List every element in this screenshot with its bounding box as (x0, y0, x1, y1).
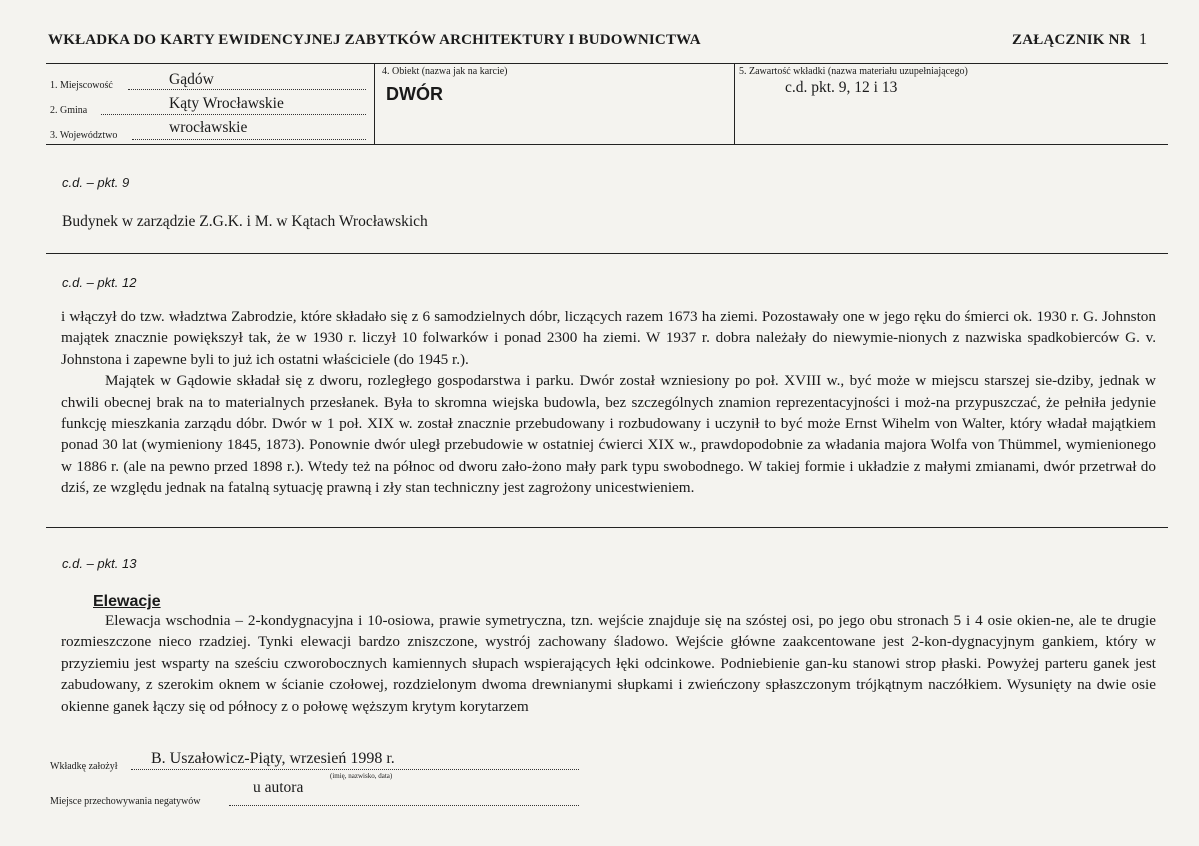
section-13-body (61, 610, 1156, 717)
gmina-label: 2. Gmina (50, 105, 88, 116)
miejscowosc-label: 1. Miejscowość (50, 80, 113, 91)
form-top-border (46, 63, 1168, 64)
obiekt-label: 4. Obiekt (nazwa jak na karcie) (382, 66, 508, 77)
wojewodztwo-value: wrocławskie (169, 119, 248, 136)
wojewodztwo-label: 3. Województwo (50, 130, 118, 141)
miejsce-label: Miejsce przechowywania negatywów (50, 796, 201, 807)
wojewodztwo-line (132, 139, 366, 140)
miejsce-value: u autora (253, 779, 304, 796)
section-divider-2 (46, 527, 1168, 528)
section-12-body (61, 306, 1156, 499)
section-13-paragraph: Elewacja wschodnia – 2-kondygnacyjna i 10-osiowa, prawie symetryczna, tzn. wejście znajduje się na szóstej osi, po jego obu stronach 5 i 4 osie okien-ne, ale te drugie rozmieszczone nieco rzadziej. Tynki elewacji bardzo zniszczone, wystrój zachowany śladowo. Wejście główne zaakcentowane jest 2-kon-dygnacyjnym gankiem, który w przyziemiu jest wsparty na sześciu czworobocznych kamiennych słupach wspierających łęki odcinkowe. Podniebienie gan-ku stanowi strop płaski. Powyżej parteru ganek jest zabudowany, z szerokim oknem w ścianie czołowej, rozdzielonym dwoma drewnianymi słupkami i zwieńczony spłaszczonym trójkątnym naczółkiem. Wysunięty na dwie osie okienne ganek łączy się od północy z o połowę węższym krytym korytarzem (61, 612, 1156, 715)
section-divider-1 (46, 253, 1168, 254)
zalozyl-hint: (imię, nazwisko, data) (330, 772, 393, 780)
zawartosc-value: c.d. pkt. 9, 12 i 13 (785, 79, 898, 96)
section-9-text: Budynek w zarządzie Z.G.K. i M. w Kątach Wrocławskich (62, 213, 428, 230)
gmina-line (101, 114, 366, 115)
section-13-heading: Elewacje (93, 593, 161, 610)
zalozyl-value: B. Uszałowicz-Piąty, wrzesień 1998 r. (151, 750, 395, 767)
form-divider-1 (374, 63, 375, 145)
section-9-label: c.d. – pkt. 9 (62, 175, 130, 190)
zawartosc-label: 5. Zawartość wkładki (nazwa materiału uzupełniającego) (739, 66, 968, 77)
miejsce-line (229, 805, 579, 806)
zalozyl-line (131, 769, 579, 770)
attachment-number: 1 (1139, 31, 1147, 48)
zalozyl-label: Wkładkę założył (50, 761, 118, 772)
gmina-value: Kąty Wrocławskie (169, 95, 284, 112)
section-13-label: c.d. – pkt. 13 (62, 556, 137, 571)
section-12-paragraph-2: Majątek w Gądowie składał się z dworu, rozległego gospodarstwa i parku. Dwór został wzniesiony po poł. XVIII w., być może w miejscu starszej sie-dziby, jednak w chwili obecnej brak na to materialnych przesłanek. Była to skromna wiejska budowla, bez szczególnych znamion reprezentacyjności i moż-na przypuszczać, że pełniła jedynie funkcję mieszkania zarządu dóbr. Dwór w 1 poł. XIX w. został znacznie przebudowany i rozbudowany i uczynił to być może Ernst Wihelm von Walter, który władał majątkiem ponad 30 lat (wymieniony 1845, 1873). Ponownie dwór uległ przebudowie w ostatniej ćwierci XIX w., prawdopodobnie za władania majora Wolfa von Thümmel, wymienionego w 1886 r. (ale na pewno przed 1898 r.). Wtedy też na północ od dworu zało-żono mały park typu swobodnego. W takiej formie i układzie z małymi zmianami, dwór przetrwał do dziś, ze względu jednak na fatalną sytuację prawną i zły stan techniczny jest zagrożony unicestwieniem. (61, 372, 1156, 497)
attachment-label: ZAŁĄCZNIK NR (1012, 32, 1131, 48)
section-12-paragraph-1: i włączył do tzw. władztwa Zabrodzie, które składało się z 6 samodzielnych dóbr, liczących razem 1673 ha ziemi. Pozostawały one w jego ręku do śmierci ok. 1930 r. G. Johnston majątek znacznie powiększył tak, że w 1930 r. liczył 10 folwarków i ponad 2300 ha ziemi. W 1937 r. dobra należały do niewymie-nionych z nazwiska spadkobierców G. v. Johnstona i zapewne byli to już ich ostatni właściciele (do 1945 r.). (61, 308, 1156, 368)
miejscowosc-line (128, 89, 366, 90)
obiekt-value: DWÓR (386, 84, 443, 104)
miejscowosc-value: Gądów (169, 71, 214, 88)
section-12-label: c.d. – pkt. 12 (62, 275, 137, 290)
document-title: WKŁADKA DO KARTY EWIDENCYJNEJ ZABYTKÓW ARCHITEKTURY I BUDOWNICTWA (48, 32, 701, 48)
form-bottom-border (46, 144, 1168, 145)
form-divider-2 (734, 63, 735, 145)
